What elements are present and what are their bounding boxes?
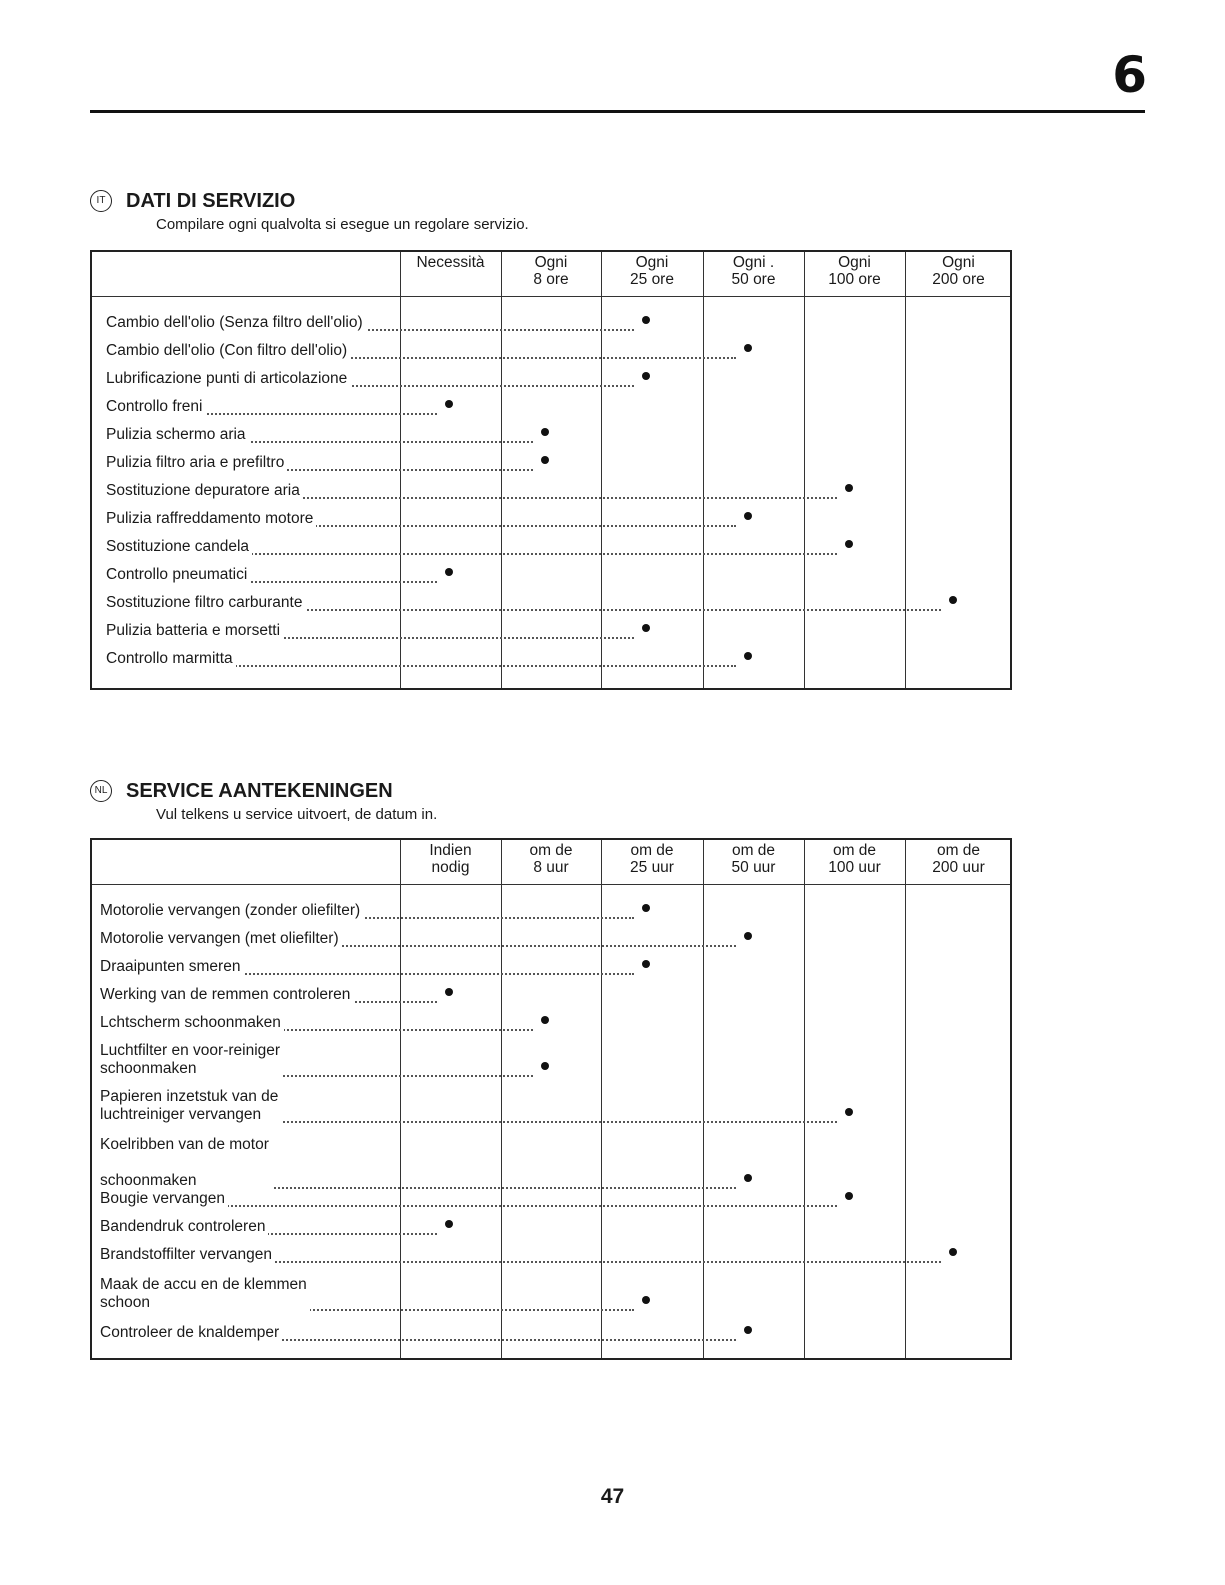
task-label: Controllo marmitta [106, 650, 236, 668]
task-label: Motorolie vervangen (zonder oliefilter) [100, 902, 363, 920]
column-header: om de 25 uur [630, 842, 674, 876]
task-label: Cambio dell'olio (Con filtro dell'olio) [106, 342, 350, 360]
section-intro: Compilare ogni qualvolta si esegue un regolare servizio. [156, 216, 529, 233]
column-header: Ogni 25 ore [630, 254, 674, 288]
column-header: om de 50 uur [731, 842, 776, 876]
interval-marker [541, 1062, 549, 1070]
interval-marker [744, 1174, 752, 1182]
interval-marker [541, 456, 549, 464]
section-title: SERVICE AANTEKENINGEN [126, 780, 393, 802]
column-divider [601, 252, 602, 688]
interval-marker [541, 1016, 549, 1024]
chapter-number: 6 [1112, 46, 1147, 104]
task-label: Sostituzione depuratore aria [106, 482, 303, 500]
interval-marker [642, 960, 650, 968]
task-label: Controllo freni [106, 398, 206, 416]
language-badge-nl: NL [90, 780, 112, 802]
section-intro: Vul telkens u service uitvoert, de datum in. [156, 806, 438, 823]
interval-marker [642, 1296, 650, 1304]
interval-marker [642, 372, 650, 380]
section-heading [90, 190, 1015, 218]
column-header: Ogni . 50 ore [731, 254, 776, 288]
interval-marker [744, 344, 752, 352]
interval-marker [744, 932, 752, 940]
task-label: Lchtscherm schoonmaken [100, 1014, 284, 1032]
interval-marker [744, 652, 752, 660]
task-label: Werking van de remmen controleren [100, 986, 353, 1004]
interval-marker [845, 484, 853, 492]
task-label: Lubrificazione punti di articolazione [106, 370, 350, 388]
task-label: Pulizia batteria e morsetti [106, 622, 283, 640]
column-header: Ogni 8 ore [533, 254, 569, 288]
maintenance-schedule-table [90, 250, 1012, 690]
column-header: Indien nodig [429, 842, 472, 876]
page-number: 47 [600, 1485, 625, 1508]
task-label: Koelribben van de motor schoonmaken [100, 1136, 272, 1190]
interval-marker [744, 512, 752, 520]
interval-marker [445, 988, 453, 996]
task-label: Papieren inzetstuk van de luchtreiniger vervangen [100, 1088, 281, 1124]
service-section-it [90, 190, 1015, 667]
task-label: Bandendruk controleren [100, 1218, 268, 1236]
interval-marker [744, 1326, 752, 1334]
interval-marker [445, 1220, 453, 1228]
task-label: Bougie vervangen [100, 1190, 228, 1208]
column-divider [804, 252, 805, 688]
header-divider [92, 884, 1010, 885]
interval-marker [642, 904, 650, 912]
task-label: Sostituzione candela [106, 538, 252, 556]
column-header: Necessità [416, 254, 485, 271]
task-label: Pulizia filtro aria e prefiltro [106, 454, 287, 472]
interval-marker [541, 428, 549, 436]
column-header: Ogni 100 ore [828, 254, 881, 288]
interval-marker [949, 1248, 957, 1256]
interval-marker [845, 1108, 853, 1116]
task-label: Pulizia schermo aria [106, 426, 249, 444]
task-label: Sostituzione filtro carburante [106, 594, 305, 612]
interval-marker [642, 316, 650, 324]
task-label: Brandstoffilter vervangen [100, 1246, 275, 1264]
column-header: om de 8 uur [529, 842, 573, 876]
interval-marker [845, 540, 853, 548]
column-header: om de 100 uur [828, 842, 881, 876]
task-label: Maak de accu en de klemmen schoon [100, 1276, 310, 1312]
task-label: Luchtfilter en voor-reiniger schoonmaken [100, 1042, 283, 1078]
column-divider [703, 252, 704, 688]
task-label: Pulizia raffreddamento motore [106, 510, 316, 528]
service-section-nl [90, 780, 1015, 1341]
column-divider [804, 840, 805, 1358]
task-label: Draaipunten smeren [100, 958, 243, 976]
header-rule [90, 110, 1145, 113]
maintenance-schedule-table [90, 838, 1012, 1360]
task-label: Controleer de knaldemper [100, 1324, 282, 1342]
column-header: om de 200 uur [932, 842, 985, 876]
section-heading [90, 780, 1015, 808]
column-divider [905, 252, 906, 688]
interval-marker [642, 624, 650, 632]
interval-marker [845, 1192, 853, 1200]
language-badge-it: IT [90, 190, 112, 212]
task-label: Controllo pneumatici [106, 566, 250, 584]
interval-marker [445, 400, 453, 408]
column-divider [905, 840, 906, 1358]
column-header: Ogni 200 ore [932, 254, 985, 288]
column-divider [703, 840, 704, 1358]
task-label: Cambio dell'olio (Senza filtro dell'olio) [106, 314, 366, 332]
section-title: DATI DI SERVIZIO [126, 190, 296, 212]
interval-marker [445, 568, 453, 576]
interval-marker [949, 596, 957, 604]
task-label: Motorolie vervangen (met oliefilter) [100, 930, 342, 948]
header-divider [92, 296, 1010, 297]
